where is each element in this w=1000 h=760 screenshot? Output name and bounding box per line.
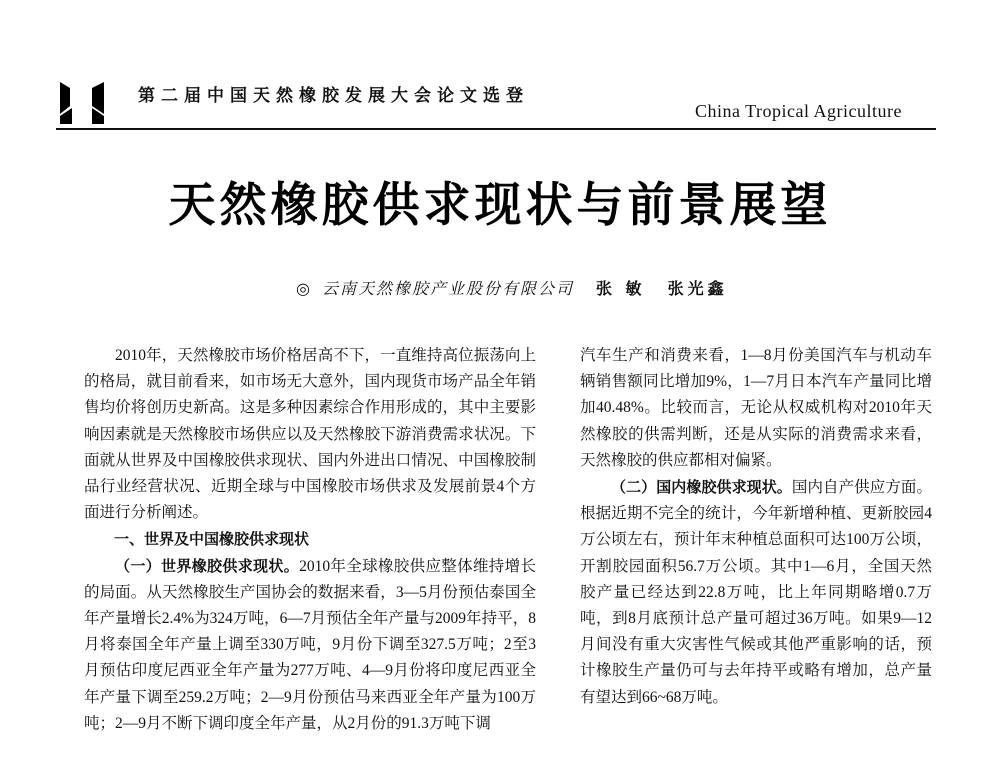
section-heading: 一、世界及中国橡胶供求现状: [114, 530, 310, 549]
subsection-lead: （二）国内橡胶供求现状。: [611, 478, 792, 497]
header-divider: [56, 128, 936, 130]
journal-name-en: China Tropical Agriculture: [695, 101, 902, 121]
subsection-paragraph: [84, 553, 536, 737]
continued-paragraph: 汽车生产和消费来看，1—8月份美国汽车与机动车辆销售额同比增加9%，1—7月日本汽车产量同比增加40.48%。比较而言，无论从权威机构对2010年天然橡胶的供需判断，还是从实际的消费需求来看，天然橡胶的供应都相对偏紧。: [580, 347, 932, 469]
intro-paragraph: 2010年，天然橡胶市场价格居高不下，一直维持高位振荡向上的格局，就目前看来，如市场无大意外，国内现货市场产品全年销售均价将创历史新高。这是多种因素综合作用形成的，其中主要影响因素就是天然橡胶市场供应以及天然橡胶下游消费需求状况。下面就从世界及中国橡胶供求现状、国内外进出口情况、中国橡胶制品行业经营状况、近期全球与中国橡胶市场供求及发展前景4个方面进行分析阐述。: [84, 347, 536, 522]
subsection-body: 国内自产供应方面。根据近期不完全的统计，今年新增种植、更新胶园4万公顷左右，预计年末种植总面积可达100万公顷，开割胶园面积56.7万公顷。其中1—6月，全国天然胶产量已经达到22.8万吨，比上年同期略增0.7万吨，到8月底预计总产量可超过36万吨。如果9—12月间没有重大灾害性气候或其他严重影响的话，预计橡胶生产量仍可与去年持平或略有增加，总产量有望达到66~68万吨。: [580, 479, 932, 706]
author-name: 张 敏: [595, 279, 646, 298]
byline-mark-icon: ◎: [296, 279, 310, 298]
author-organization: 云南天然橡胶产业股份有限公司: [321, 279, 574, 298]
subsection-paragraph: [580, 474, 932, 711]
right-column: [580, 343, 932, 711]
byline: [296, 276, 728, 299]
article-title: 天然橡胶供求现状与前景展望: [168, 178, 832, 233]
author-name: 张光鑫: [667, 279, 728, 298]
journal-name-cn: 第二届中国天然橡胶发展大会论文选登: [138, 86, 529, 106]
left-column: [84, 343, 536, 737]
journal-logo-icon: [58, 80, 106, 124]
subsection-lead: （一）世界橡胶供求现状。: [115, 556, 300, 575]
subsection-body: 2010年全球橡胶供应整体维持增长的局面。从天然橡胶生产国协会的数据来看，3—5月份预估泰国全年产量增长2.4%为324万吨，6—7月预估全年产量与2009年持平，8月将泰国全年产量上调至330万吨，9月份下调至327.5万吨；2至3月预估印度尼西亚全年产量为277万吨、4—9月份将印度尼西亚全年产量下调至259.2万吨；2—9月份预估马来西亚全年产量为100万吨；2—9月不断下调印度全年产量，从2月份的91.3万吨下调: [84, 557, 536, 732]
